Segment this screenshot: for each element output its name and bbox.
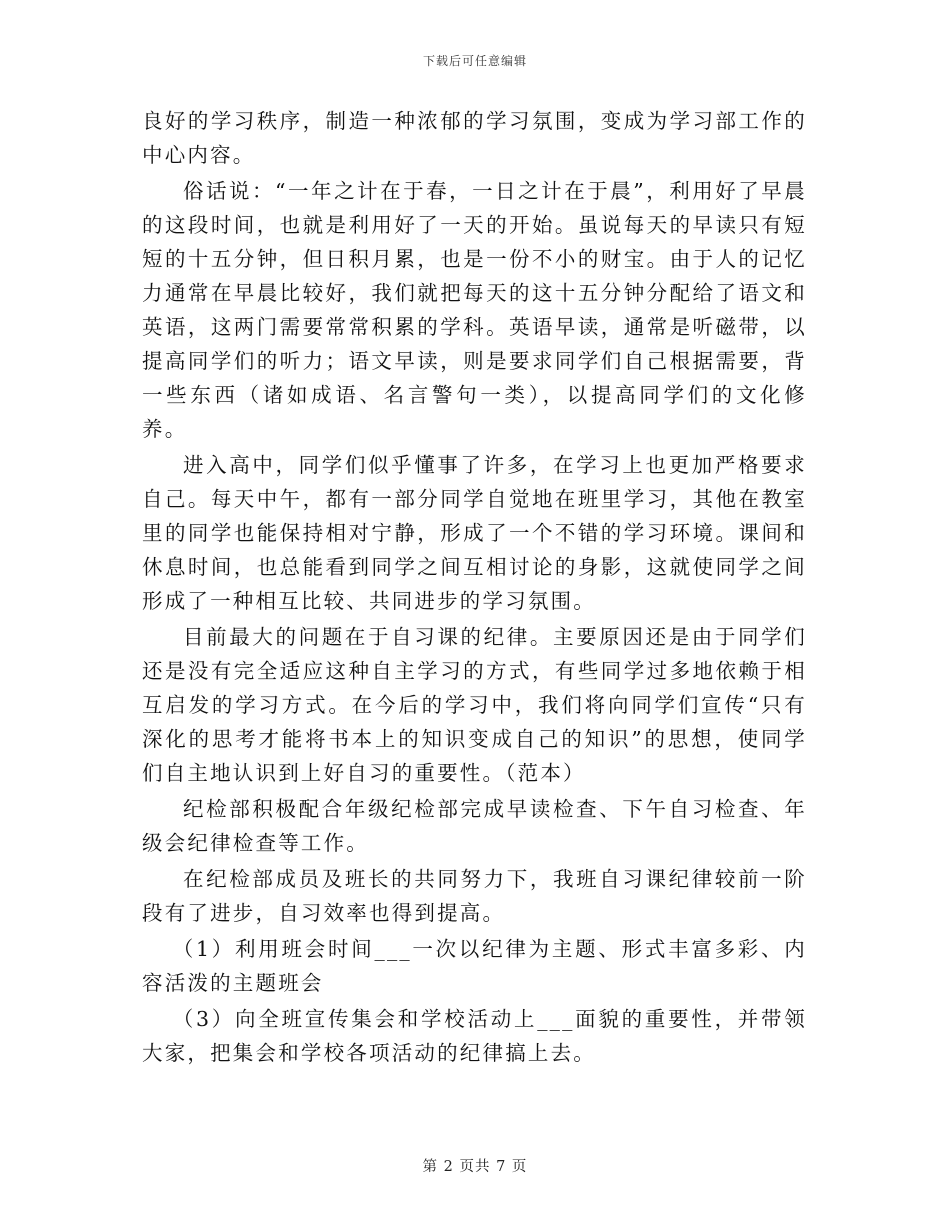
paragraph-8: （3）向全班宣传集会和学校活动上___面貌的重要性，并带领大家，把集会和学校各项活动的纪律搞上去。: [142, 1007, 807, 1065]
page-number-footer: 第 2 页共 7 页: [422, 1159, 528, 1175]
paragraph-7: （1）利用班会时间___一次以纪律为主题、形式丰富多彩、内容活泼的主题班会: [142, 937, 807, 995]
paragraph-2: 俗话说：“一年之计在于春，一日之计在于晨”，利用好了早晨的这段时间，也就是利用好了一天的开始。虽说每天的早读只有短短的十五分钟，但日积月累，也是一份不小的财宝。由于人的记忆力通常在早晨比较好，我们就把每天的这十五分钟分配给了语文和英语，这两门需要常常积累的学科。英语早读，通常是听磁带，以提高同学们的听力；语文早读，则是要求同学们自己根据需要，背一些东西（诸如成语、名言警句一类），以提高同学们的文化修养。: [142, 179, 807, 441]
paragraph-3: 进入高中，同学们似乎懂事了许多，在学习上也更加严格要求自己。每天中午，都有一部分同学自觉地在班里学习，其他在教室里的同学也能保持相对宁静，形成了一个不错的学习环境。课间和休息时间，也总能看到同学之间互相讨论的身影，这就使同学之间形成了一种相互比较、共同进步的学习氛围。: [142, 453, 807, 613]
page-header: 下载后可任意编辑: [422, 54, 527, 68]
paragraph-4: 目前最大的问题在于自习课的纪律。主要原因还是由于同学们还是没有完全适应这种自主学习的方式，有些同学过多地依赖于相互启发的学习方式。在今后的学习中，我们将向同学们宣传“只有深化的思考才能将书本上的知识变成自己的知识”的思想，使同学们自主地认识到上好自习的重要性。（范本）: [142, 625, 807, 785]
paragraph-1: 良好的学习秩序，制造一种浓郁的学习氛围，变成为学习部工作的中心内容。: [142, 109, 807, 167]
paragraph-5: 纪检部积极配合年级纪检部完成早读检查、下午自习检查、年级会纪律检查等工作。: [142, 797, 807, 855]
document-body: [142, 104, 807, 1072]
paragraph-6: 在纪检部成员及班长的共同努力下，我班自习课纪律较前一阶段有了进步，自习效率也得到提高。: [142, 867, 807, 925]
